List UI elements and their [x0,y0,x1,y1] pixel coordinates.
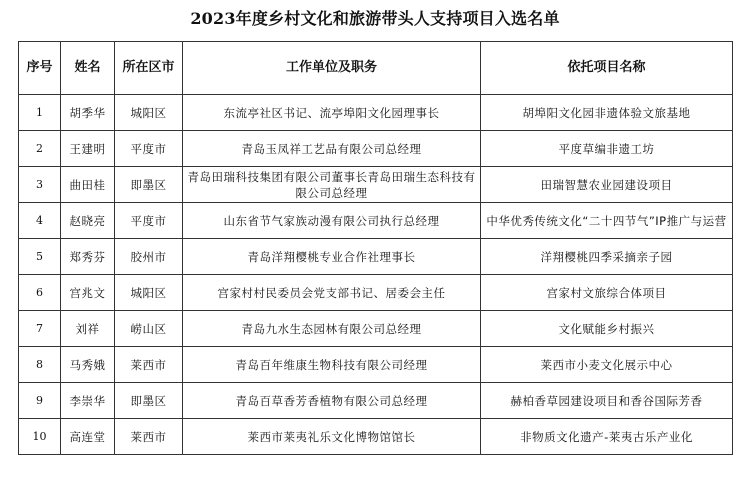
table-row [19,95,733,131]
cell-area: 即墨区 [115,167,183,203]
table-row [19,203,733,239]
table-row [19,239,733,275]
cell-unit: 青岛田瑞科技集团有限公司董事长青岛田瑞生态科技有限公司总经理 [183,167,481,203]
cell-area: 崂山区 [115,311,183,347]
cell-unit: 宫家村村民委员会党支部书记、居委会主任 [183,275,481,311]
cell-unit: 青岛洋翔樱桃专业合作社理事长 [183,239,481,275]
cell-name: 马秀娥 [61,347,115,383]
table-row [19,383,733,419]
cell-project: 非物质文化遗产-莱夷古乐产业化 [481,419,733,455]
cell-no: 2 [19,131,61,167]
cell-no: 4 [19,203,61,239]
selection-list-table [18,41,733,455]
cell-project: 宫家村文旅综合体项目 [481,275,733,311]
cell-name: 郑秀芬 [61,239,115,275]
cell-name: 高连堂 [61,419,115,455]
column-header-no: 序号 [19,42,61,95]
cell-project: 洋翔樱桃四季采摘亲子园 [481,239,733,275]
cell-project: 平度草编非遗工坊 [481,131,733,167]
cell-unit: 青岛九水生态园林有限公司总经理 [183,311,481,347]
cell-area: 即墨区 [115,383,183,419]
table-row [19,311,733,347]
cell-area: 城阳区 [115,95,183,131]
cell-name: 曲田桂 [61,167,115,203]
cell-no: 9 [19,383,61,419]
cell-name: 王建明 [61,131,115,167]
cell-unit: 莱西市莱夷礼乐文化博物馆馆长 [183,419,481,455]
cell-unit: 青岛百年维康生物科技有限公司经理 [183,347,481,383]
cell-unit: 山东省节气家族动漫有限公司执行总经理 [183,203,481,239]
cell-name: 李崇华 [61,383,115,419]
cell-area: 莱西市 [115,347,183,383]
table-row [19,275,733,311]
table-header-row [19,42,733,95]
cell-name: 赵晓亮 [61,203,115,239]
cell-unit: 青岛百草香芳香植物有限公司总经理 [183,383,481,419]
cell-no: 6 [19,275,61,311]
cell-project: 田瑞智慧农业园建设项目 [481,167,733,203]
cell-no: 1 [19,95,61,131]
column-header-name: 姓名 [61,42,115,95]
document-title: 2023年度乡村文化和旅游带头人支持项目入选名单 [190,9,560,28]
cell-area: 平度市 [115,203,183,239]
cell-project: 文化赋能乡村振兴 [481,311,733,347]
cell-unit: 东流亭社区书记、流亭埠阳文化园理事长 [183,95,481,131]
table-row [19,419,733,455]
cell-no: 7 [19,311,61,347]
cell-area: 城阳区 [115,275,183,311]
cell-no: 10 [19,419,61,455]
cell-area: 胶州市 [115,239,183,275]
cell-project: 中华优秀传统文化“二十四节气”IP推广与运营 [481,203,733,239]
table-row [19,131,733,167]
cell-unit: 青岛玉凤祥工艺品有限公司总经理 [183,131,481,167]
cell-no: 3 [19,167,61,203]
column-header-area: 所在区市 [115,42,183,95]
cell-project: 莱西市小麦文化展示中心 [481,347,733,383]
cell-no: 8 [19,347,61,383]
cell-name: 刘祥 [61,311,115,347]
cell-project: 赫柏香草园建设项目和香谷国际芳香 [481,383,733,419]
cell-area: 莱西市 [115,419,183,455]
cell-area: 平度市 [115,131,183,167]
column-header-project: 依托项目名称 [481,42,733,95]
table-row [19,347,733,383]
table-row [19,167,733,203]
cell-name: 胡季华 [61,95,115,131]
cell-project: 胡埠阳文化园非遗体验文旅基地 [481,95,733,131]
column-header-unit: 工作单位及职务 [183,42,481,95]
cell-no: 5 [19,239,61,275]
cell-name: 宫兆文 [61,275,115,311]
